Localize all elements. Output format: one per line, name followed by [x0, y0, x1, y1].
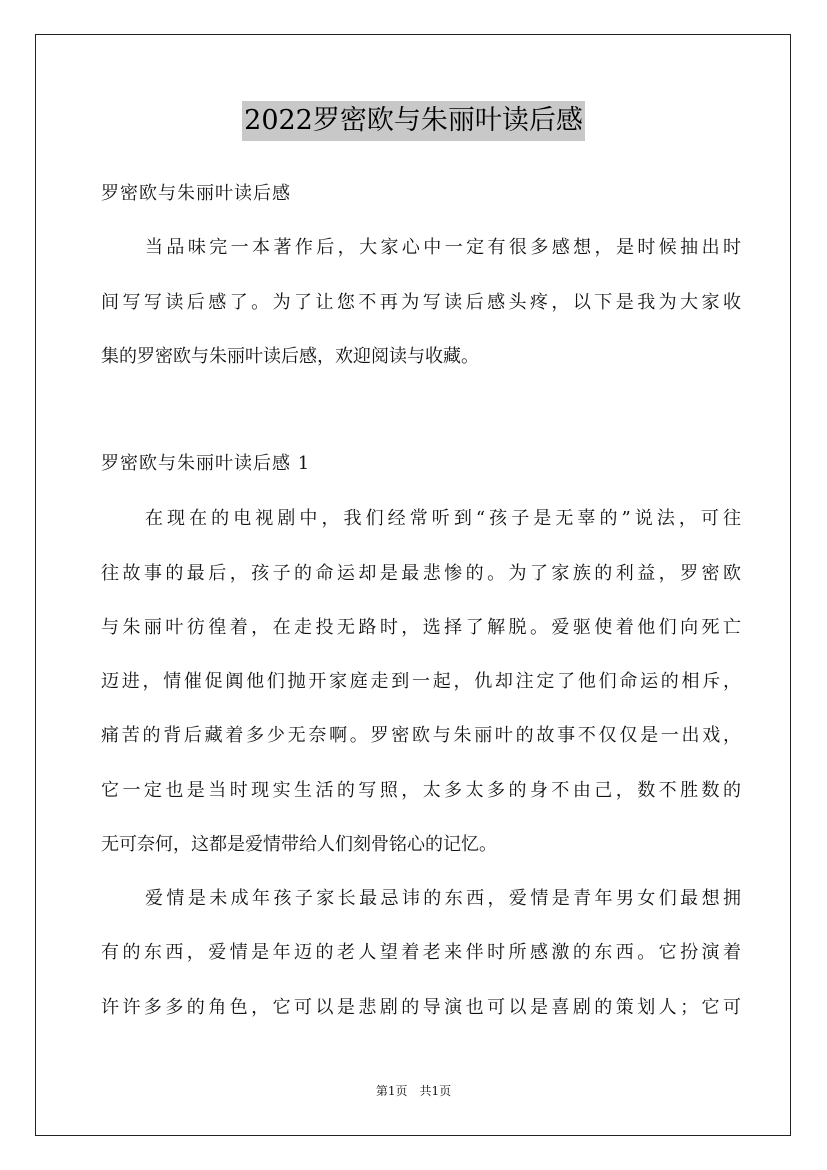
paragraph-line: 在现在的电视剧中，我们经常听到“孩子是无辜的”说法，可往: [145, 508, 741, 529]
paragraph-line: 痛苦的背后藏着多少无奈啊。罗密欧与朱丽叶的故事不仅仅是一出戏，: [101, 725, 741, 746]
section-heading: 罗密欧与朱丽叶读后感 1: [101, 453, 311, 474]
intro-line: 集的罗密欧与朱丽叶读后感，欢迎阅读与收藏。: [101, 346, 479, 367]
paragraph-line: 往故事的最后，孩子的命运却是最悲惨的。为了家族的利益，罗密欧: [101, 563, 741, 584]
paragraph-line: 迈进，情催促阗他们抛开家庭走到一起，仇却注定了他们命运的相斥，: [101, 671, 741, 692]
paragraph-line: 无可奈何，这都是爱情带给人们刻骨铭心的记忆。: [101, 834, 497, 855]
paragraph-line: 它一定也是当时现实生活的写照，太多太多的身不由己，数不胜数的: [101, 780, 741, 801]
paragraph-line: 有的东西，爱情是年迈的老人望着老来伴时所感激的东西。它扮演着: [101, 942, 741, 963]
page-footer: 第1页 共1页: [375, 1084, 452, 1098]
paragraph-line: 与朱丽叶彷徨着，在走投无路时，选择了解脱。爱驱使着他们向死亡: [101, 617, 741, 638]
paragraph-line: 许许多多的角色，它可以是悲剧的导演也可以是喜剧的策划人；它可: [101, 997, 741, 1018]
title-container: [0, 101, 827, 141]
document-title: 2022罗密欧与朱丽叶读后感: [242, 101, 585, 141]
paragraph-line: 爱情是未成年孩子家长最忌讳的东西，爱情是青年男女们最想拥: [145, 888, 741, 909]
intro-line: 当品味完一本著作后，大家心中一定有很多感想，是时候抽出时: [145, 237, 741, 258]
intro-line: 间写写读后感了。为了让您不再为写读后感头疼，以下是我为大家收: [101, 292, 741, 313]
document-subtitle: 罗密欧与朱丽叶读后感: [101, 183, 291, 204]
